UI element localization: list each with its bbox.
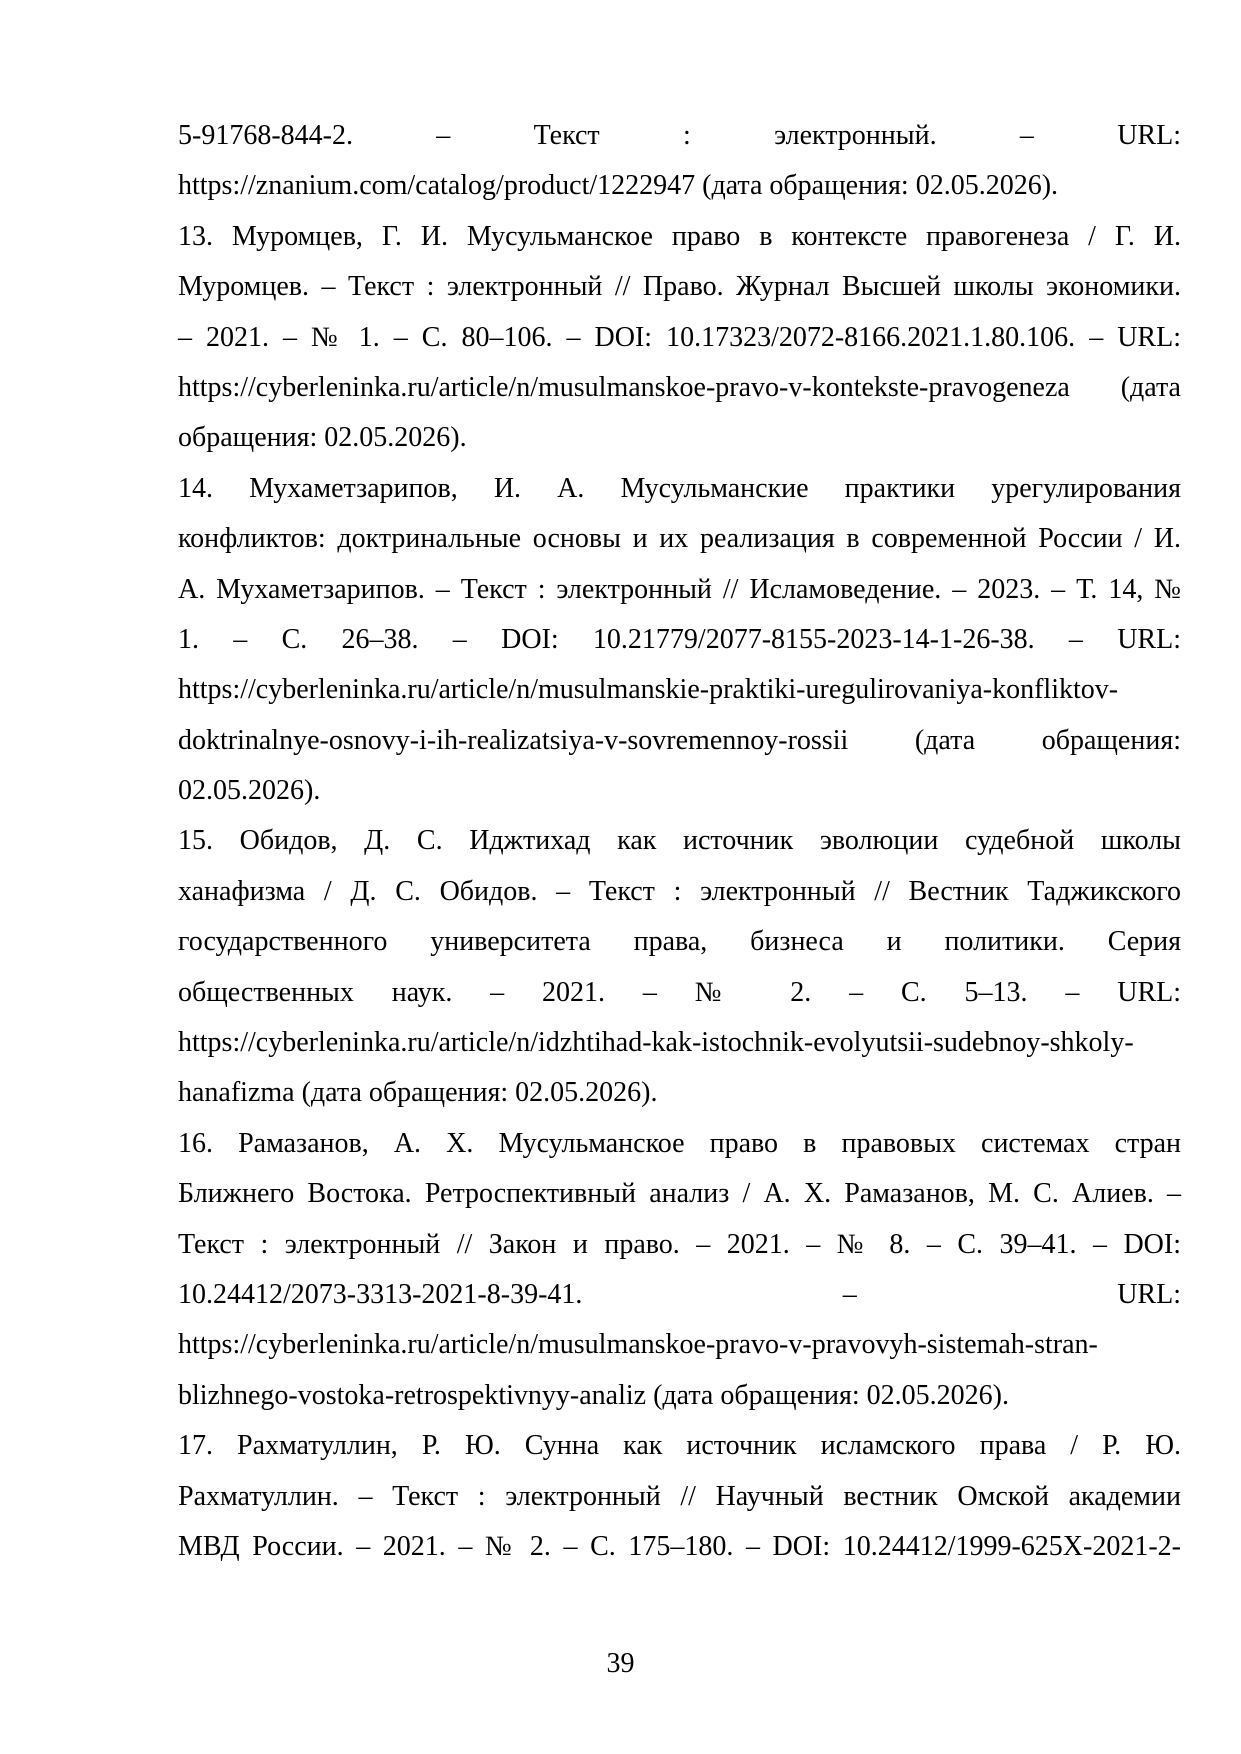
text-line: – 2021. – № 1. – С. 80–106. – DOI: 10.17323/2072-8166.2021.1.80.106. – URL: xyxy=(178,321,1181,353)
text-line: 14. Мухаметзарипов, И. А. Мусульманские практики урегулирования xyxy=(178,472,1181,504)
text-line: А. Мухаметзарипов. – Текст : электронный // Исламоведение. – 2023. – Т. 14, № xyxy=(178,573,1181,605)
text-line: 17. Рахматуллин, Р. Ю. Сунна как источник исламского права / Р. Ю. xyxy=(178,1430,1181,1462)
text-line: Муромцев. – Текст : электронный // Право. Журнал Высшей школы экономики. xyxy=(178,271,1181,303)
text-line: blizhnego-vostoka-retrospektivnyy-analiz (дата обращения: 02.05.2026). xyxy=(178,1379,1009,1411)
text-line: 13. Муромцев, Г. И. Мусульманское право в контексте правогенеза / Г. И. xyxy=(178,220,1181,252)
text-line: https://znanium.com/catalog/product/1222947 (дата обращения: 02.05.2026). xyxy=(178,170,1059,202)
text-line: https://cyberleninka.ru/article/n/musulmanskoe-pravo-v-kontekste-pravogeneza (дата xyxy=(178,371,1181,403)
text-line: https://cyberleninka.ru/article/n/musulmanskie-praktiki-uregulirovaniya-konfliktov- xyxy=(178,674,1119,706)
text-line: обращения: 02.05.2026). xyxy=(178,422,467,454)
text-line: 5-91768-844-2. – Текст : электронный. – URL: xyxy=(178,120,1181,151)
text-line: государственного университета права, бизнеса и политики. Серия xyxy=(178,926,1181,958)
text-line: Рахматуллин. – Текст : электронный // Научный вестник Омской академии xyxy=(178,1480,1181,1512)
bibliography-text xyxy=(178,111,1181,1572)
page-number: 39 xyxy=(606,1648,635,1679)
text-line: 02.05.2026). xyxy=(178,775,321,807)
text-line: 10.24412/2073-3313-2021-8-39-41. – URL: xyxy=(178,1278,1181,1310)
text-line: 16. Рамазанов, А. Х. Мусульманское право в правовых системах стран xyxy=(178,1127,1181,1159)
text-line: ханафизма / Д. С. Обидов. – Текст : электронный // Вестник Таджикского xyxy=(178,875,1181,907)
text-line: Ближнего Востока. Ретроспективный анализ / А. Х. Рамазанов, М. С. Алиев. – xyxy=(178,1178,1181,1210)
text-line: Текст : электронный // Закон и право. – 2021. – № 8. – С. 39–41. – DOI: xyxy=(178,1228,1181,1260)
text-line: 15. Обидов, Д. С. Иджтихад как источник эволюции судебной школы xyxy=(178,825,1181,857)
text-line: https://cyberleninka.ru/article/n/idzhtihad-kak-istochnik-evolyutsii-sudebnoy-shkoly- xyxy=(178,1027,1134,1059)
text-line: 1. – С. 26–38. – DOI: 10.21779/2077-8155-2023-14-1-26-38. – URL: xyxy=(178,623,1181,655)
text-line: МВД России. – 2021. – № 2. – С. 175–180. – DOI: 10.24412/1999-625X-2021-2- xyxy=(178,1530,1181,1562)
text-line: doktrinalnye-osnovy-i-ih-realizatsiya-v-sovremennoy-rossii (дата обращения: xyxy=(178,724,1181,756)
text-line: общественных наук. – 2021. – № 2. – С. 5–13. – URL: xyxy=(178,976,1181,1008)
text-line: hanafizma (дата обращения: 02.05.2026). xyxy=(178,1077,658,1109)
text-line: конфликтов: доктринальные основы и их реализация в современной России / И. xyxy=(178,523,1181,555)
text-line: https://cyberleninka.ru/article/n/musulmanskoe-pravo-v-pravovyh-sistemah-stran- xyxy=(178,1329,1098,1361)
